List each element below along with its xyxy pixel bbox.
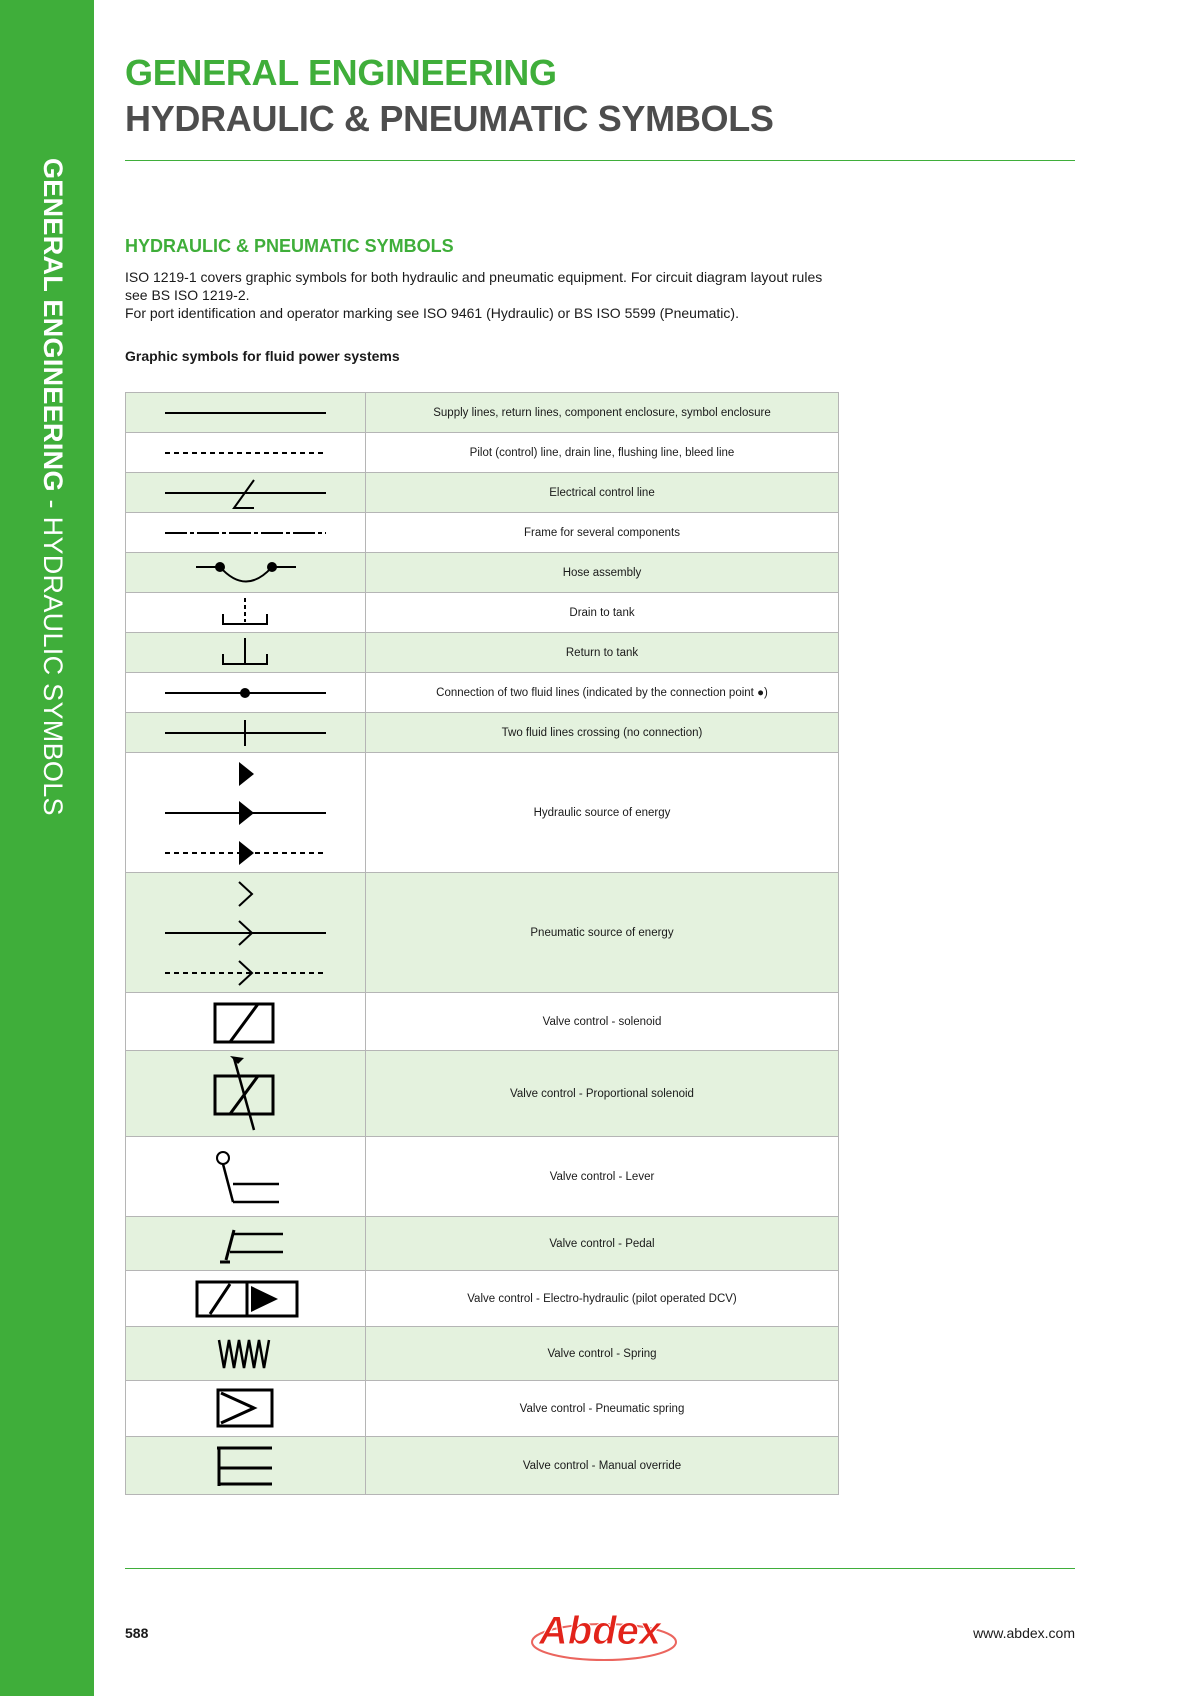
supply-line-icon bbox=[126, 394, 365, 432]
sidebar-title-bold: GENERAL ENGINEERING bbox=[38, 158, 68, 492]
symbol-label: Pneumatic source of energy bbox=[366, 873, 839, 993]
solenoid-icon bbox=[126, 994, 365, 1050]
symbol-label: Valve control - solenoid bbox=[366, 993, 839, 1051]
table-caption: Graphic symbols for fluid power systems bbox=[125, 348, 400, 364]
symbol-label: Connection of two fluid lines (indicated by the connection point ●) bbox=[366, 673, 839, 713]
logo-text: Abdex bbox=[538, 1609, 662, 1653]
sidebar bbox=[0, 0, 94, 1696]
symbol-label: Hose assembly bbox=[366, 553, 839, 593]
frame-line-icon bbox=[126, 514, 365, 552]
table-row bbox=[126, 1271, 839, 1327]
abdex-logo bbox=[522, 1604, 682, 1664]
table-row bbox=[126, 473, 839, 513]
symbol-label: Pilot (control) line, drain line, flushing line, bleed line bbox=[366, 433, 839, 473]
table-row bbox=[126, 433, 839, 473]
symbol-label: Hydraulic source of energy bbox=[366, 753, 839, 873]
sidebar-title-light: HYDRAULIC SYMBOLS bbox=[38, 516, 68, 816]
connection-point-icon bbox=[126, 674, 365, 712]
page-number: 588 bbox=[125, 1625, 149, 1641]
table-row bbox=[126, 513, 839, 553]
symbol-label: Valve control - Lever bbox=[366, 1137, 839, 1217]
footer-divider bbox=[125, 1568, 1075, 1569]
intro-text bbox=[125, 268, 845, 322]
table-row bbox=[126, 1437, 839, 1495]
table-row bbox=[126, 633, 839, 673]
table-row bbox=[126, 753, 839, 873]
pneumatic-source-icon bbox=[126, 874, 365, 992]
spring-icon bbox=[126, 1328, 365, 1380]
sidebar-title-separator: - bbox=[38, 491, 68, 517]
intro-paragraph-1: ISO 1219-1 covers graphic symbols for both hydraulic and pneumatic equipment. For circuit diagram layout rules see BS ISO 1219-2. bbox=[125, 269, 823, 303]
symbols-table bbox=[125, 392, 839, 1495]
table-row bbox=[126, 673, 839, 713]
symbol-label: Valve control - Spring bbox=[366, 1327, 839, 1381]
section-heading: HYDRAULIC & PNEUMATIC SYMBOLS bbox=[125, 236, 454, 256]
table-row bbox=[126, 393, 839, 433]
drain-to-tank-icon bbox=[126, 594, 365, 632]
table-row bbox=[126, 1051, 839, 1137]
symbol-label: Valve control - Pneumatic spring bbox=[366, 1381, 839, 1437]
symbol-label: Electrical control line bbox=[366, 473, 839, 513]
symbol-label: Valve control - Pedal bbox=[366, 1217, 839, 1271]
manual-override-icon bbox=[126, 1438, 365, 1494]
table-row bbox=[126, 1137, 839, 1217]
symbol-label: Two fluid lines crossing (no connection) bbox=[366, 713, 839, 753]
symbol-label: Valve control - Electro-hydraulic (pilot operated DCV) bbox=[366, 1271, 839, 1327]
website-link[interactable]: www.abdex.com bbox=[973, 1625, 1075, 1641]
table-row bbox=[126, 1381, 839, 1437]
symbol-label: Return to tank bbox=[366, 633, 839, 673]
pneumatic-spring-icon bbox=[126, 1382, 365, 1436]
table-row bbox=[126, 593, 839, 633]
lever-icon bbox=[126, 1138, 365, 1216]
header-divider bbox=[125, 160, 1075, 161]
symbol-label: Valve control - Proportional solenoid bbox=[366, 1051, 839, 1137]
lines-crossing-icon bbox=[126, 714, 365, 752]
symbol-label: Supply lines, return lines, component enclosure, symbol enclosure bbox=[366, 393, 839, 433]
table-row bbox=[126, 713, 839, 753]
pilot-line-icon bbox=[126, 434, 365, 472]
symbol-label: Drain to tank bbox=[366, 593, 839, 633]
table-row bbox=[126, 553, 839, 593]
electro-hydraulic-icon bbox=[126, 1272, 365, 1326]
page-subtitle: HYDRAULIC & PNEUMATIC SYMBOLS bbox=[125, 98, 774, 139]
electrical-control-line-icon bbox=[126, 474, 365, 512]
pedal-icon bbox=[126, 1218, 365, 1270]
table-row bbox=[126, 1217, 839, 1271]
proportional-solenoid-icon bbox=[126, 1052, 365, 1136]
symbol-label: Valve control - Manual override bbox=[366, 1437, 839, 1495]
table-row bbox=[126, 993, 839, 1051]
symbol-label: Frame for several components bbox=[366, 513, 839, 553]
hydraulic-source-icon bbox=[126, 754, 365, 872]
table-row bbox=[126, 873, 839, 993]
return-to-tank-icon bbox=[126, 634, 365, 672]
intro-paragraph-2: For port identification and operator marking see ISO 9461 (Hydraulic) or BS ISO 5599 (Pneumatic). bbox=[125, 305, 739, 321]
table-row bbox=[126, 1327, 839, 1381]
sidebar-vertical-title bbox=[28, 158, 68, 816]
page-title: GENERAL ENGINEERING bbox=[125, 52, 557, 93]
hose-assembly-icon bbox=[126, 554, 365, 592]
